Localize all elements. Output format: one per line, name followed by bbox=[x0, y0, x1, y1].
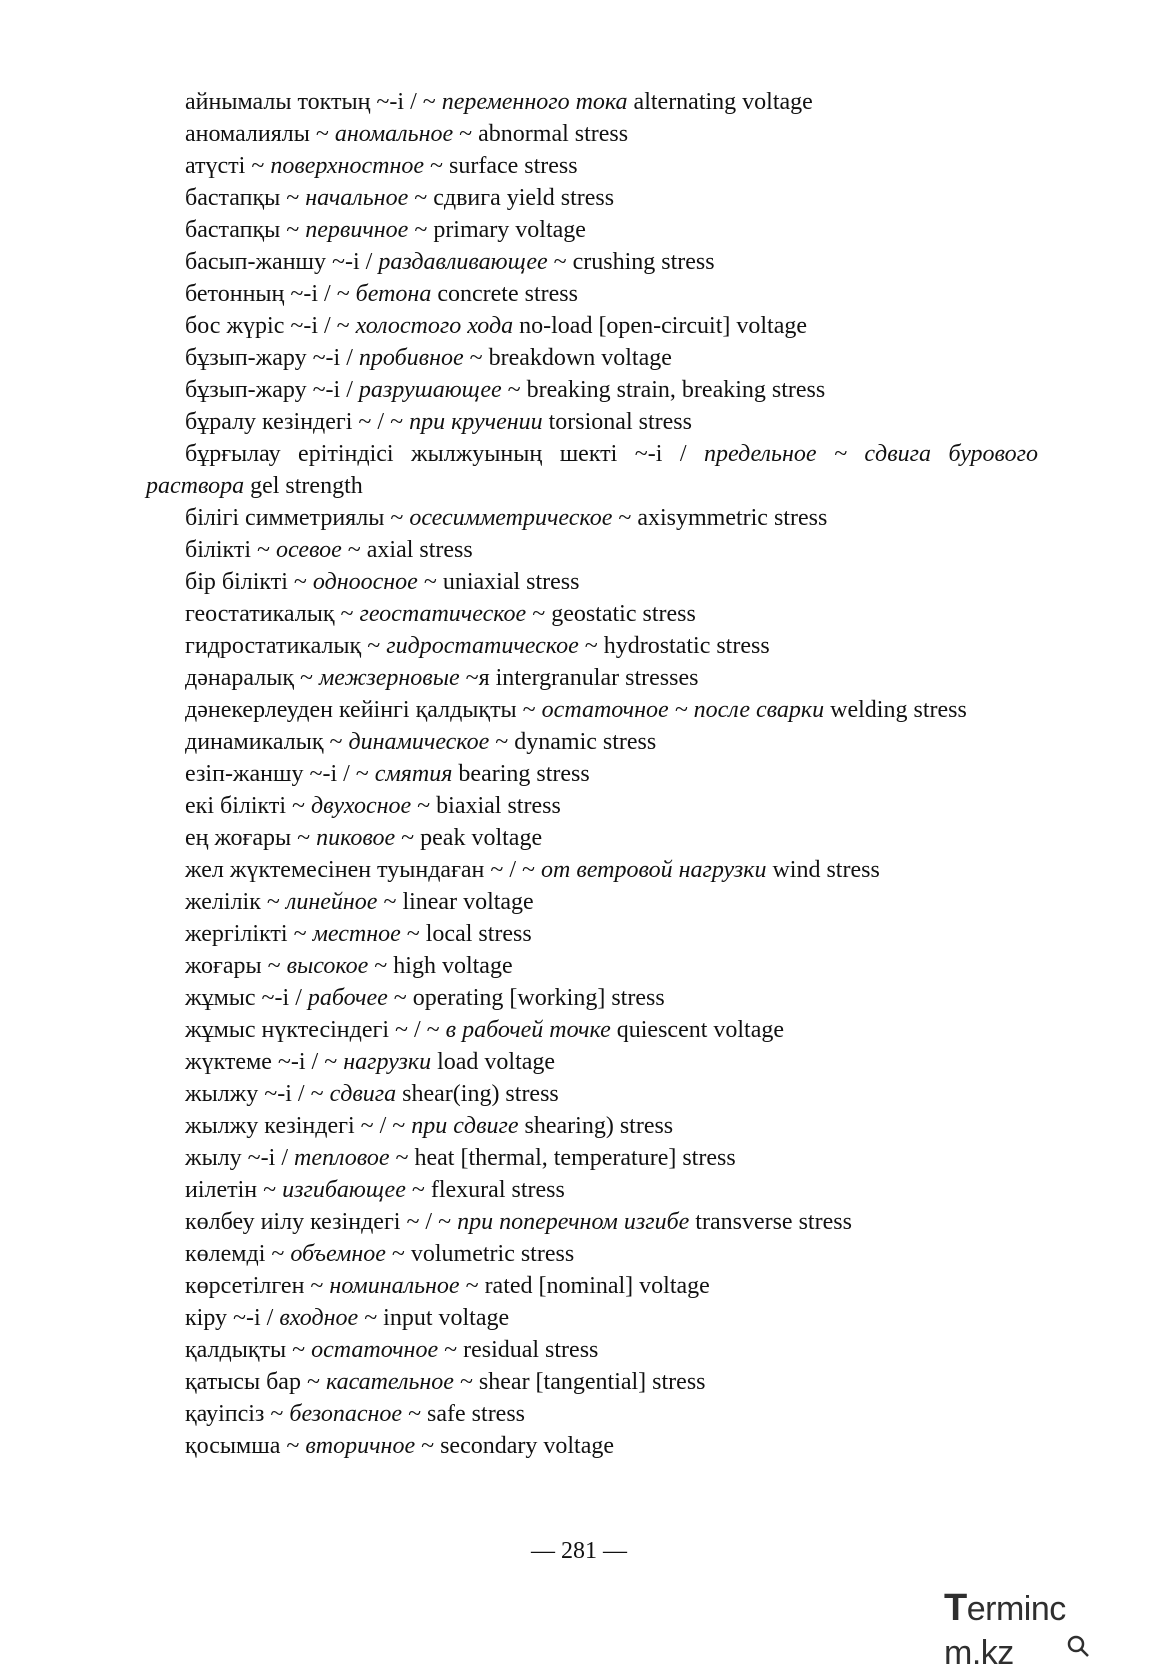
entry-russian-term: номинальное bbox=[329, 1273, 460, 1299]
entry-text: ~я intergranular stresses bbox=[459, 665, 699, 691]
entry-russian-term: изгибающее bbox=[282, 1177, 406, 1203]
entry-text: басып-жаншу ~-і / bbox=[185, 249, 379, 275]
entry-text: ~ surface stress bbox=[424, 153, 578, 179]
dictionary-entry bbox=[146, 1174, 1038, 1206]
entry-text: бастапқы ~ bbox=[185, 217, 306, 243]
dictionary-entry bbox=[146, 1302, 1038, 1334]
entry-russian-term: бетона bbox=[355, 281, 432, 307]
entry-russian-term: безопасное bbox=[289, 1401, 403, 1427]
entry-text: қатысы бар ~ bbox=[185, 1369, 326, 1395]
dictionary-entry bbox=[146, 534, 1038, 566]
entry-text: ~ flexural stress bbox=[405, 1177, 565, 1203]
logo-letter-t: T bbox=[944, 1587, 967, 1629]
entry-text: transverse stress bbox=[689, 1209, 852, 1235]
dictionary-entry bbox=[146, 1014, 1038, 1046]
dictionary-entry bbox=[146, 598, 1038, 630]
dictionary-entry bbox=[146, 566, 1038, 598]
dictionary-entry bbox=[146, 182, 1038, 214]
entry-text: қосымша ~ bbox=[185, 1433, 306, 1459]
dictionary-entry bbox=[146, 1206, 1038, 1238]
entry-text: атүсті ~ bbox=[185, 153, 271, 179]
entry-text: иілетін ~ bbox=[185, 1177, 283, 1203]
entry-russian-term: одноосное bbox=[312, 569, 418, 595]
entry-text: геостатикалық ~ bbox=[185, 601, 360, 627]
dictionary-entry bbox=[146, 86, 1038, 118]
entry-text: көлемді ~ bbox=[185, 1241, 291, 1267]
entry-russian-term: пробивное bbox=[358, 345, 464, 371]
dictionary-entry bbox=[146, 1142, 1038, 1174]
entry-russian-term: аномальное bbox=[334, 121, 454, 147]
termincom-logo[interactable] bbox=[944, 1586, 1150, 1672]
entry-text: shearing) stress bbox=[518, 1113, 674, 1139]
entry-text: torsional stress bbox=[542, 409, 692, 435]
entry-text: бұралу кезіндегі ~ / ~ bbox=[185, 409, 410, 435]
entry-russian-term: высокое bbox=[286, 953, 369, 979]
entry-text: ~ input voltage bbox=[358, 1305, 510, 1331]
dictionary-entry bbox=[146, 406, 1038, 438]
entry-text: ~ safe stress bbox=[402, 1401, 526, 1427]
dictionary-entry bbox=[146, 822, 1038, 854]
dictionary-entry bbox=[146, 150, 1038, 182]
page-number: — 281 — bbox=[531, 1538, 627, 1564]
dictionary-entry bbox=[146, 950, 1038, 982]
logo-text-middle: erminc bbox=[966, 1590, 1066, 1628]
dictionary-entry bbox=[146, 438, 1038, 502]
entry-russian-term: раздавливающее bbox=[378, 249, 548, 275]
entry-russian-term: первичное bbox=[305, 217, 409, 243]
entry-russian-term: остаточное ~ после сварки bbox=[541, 697, 825, 723]
entry-russian-term: двухосное bbox=[311, 793, 412, 819]
entry-russian-term: остаточное bbox=[311, 1337, 439, 1363]
dictionary-entry bbox=[146, 694, 1038, 726]
entry-text: қауіпсіз ~ bbox=[185, 1401, 290, 1427]
entry-russian-term: разрушающее bbox=[358, 377, 502, 403]
dictionary-entry bbox=[146, 1238, 1038, 1270]
dictionary-entry bbox=[146, 1398, 1038, 1430]
entry-russian-term: рабочее bbox=[307, 985, 388, 1011]
entry-russian-term: вторичное bbox=[305, 1433, 416, 1459]
entry-text: жылжу кезіндегі ~ / ~ bbox=[185, 1113, 412, 1139]
entry-text: ~ uniaxial stress bbox=[417, 569, 580, 595]
dictionary-entry bbox=[146, 1078, 1038, 1110]
entry-list bbox=[146, 86, 1038, 1462]
entry-text: айнымалы токтың ~-і / ~ bbox=[185, 89, 442, 115]
entry-russian-term: холостого хода bbox=[355, 313, 514, 339]
entry-text: ~ biaxial stress bbox=[411, 793, 561, 819]
dictionary-entry bbox=[146, 1430, 1038, 1462]
entry-text: дәнаралық ~ bbox=[185, 665, 319, 691]
entry-text: көлбеу иілу кезіндегі ~ / ~ bbox=[185, 1209, 458, 1235]
dictionary-entry bbox=[146, 1366, 1038, 1398]
entry-text: no-load [open-circuit] voltage bbox=[513, 313, 808, 339]
entry-text: жұмыс ~-і / bbox=[185, 985, 308, 1011]
entry-text: alternating voltage bbox=[627, 89, 813, 115]
entry-text: quiescent voltage bbox=[610, 1017, 785, 1043]
entry-text: білігі симметриялы ~ bbox=[185, 505, 410, 531]
entry-text: бұзып-жару ~-і / bbox=[185, 345, 359, 371]
entry-text: кіру ~-і / bbox=[185, 1305, 280, 1331]
entry-text: ~ geostatic stress bbox=[526, 601, 696, 627]
entry-text: екі білікті ~ bbox=[185, 793, 311, 819]
entry-text: ~ high voltage bbox=[368, 953, 513, 979]
dictionary-entry bbox=[146, 374, 1038, 406]
entry-text: ~ peak voltage bbox=[395, 825, 543, 851]
entry-text: аномалиялы ~ bbox=[185, 121, 335, 147]
entry-russian-term: входное bbox=[279, 1305, 359, 1331]
entry-text: ~ breaking strain, breaking stress bbox=[501, 377, 826, 403]
entry-text: concrete stress bbox=[431, 281, 578, 307]
dictionary-entry bbox=[146, 310, 1038, 342]
entry-russian-term: пиковое bbox=[316, 825, 396, 851]
entry-text: дәнекерлеуден кейінгі қалдықты ~ bbox=[185, 697, 542, 723]
entry-text: shear(ing) stress bbox=[396, 1081, 559, 1107]
entry-text: ~ breakdown voltage bbox=[463, 345, 672, 371]
entry-text: ~ residual stress bbox=[438, 1337, 599, 1363]
entry-text: көрсетілген ~ bbox=[185, 1273, 330, 1299]
entry-text: ~ rated [nominal] voltage bbox=[459, 1273, 710, 1299]
dictionary-entry bbox=[146, 790, 1038, 822]
entry-text: жел жүктемесінен туындаған ~ / ~ bbox=[185, 857, 542, 883]
entry-text: ~ heat [thermal, temperature] stress bbox=[389, 1145, 736, 1171]
entry-text: ~ dynamic stress bbox=[489, 729, 657, 755]
dictionary-entry bbox=[146, 662, 1038, 694]
dictionary-entry bbox=[146, 758, 1038, 790]
entry-text: бұрғылау ерітіндісі жылжуының шекті ~-і / bbox=[185, 441, 705, 467]
entry-russian-term: нагрузки bbox=[343, 1049, 432, 1075]
entry-russian-term: при поперечном изгибе bbox=[457, 1209, 690, 1235]
entry-russian-term: межзерновые bbox=[318, 665, 460, 691]
entry-russian-term: начальное bbox=[305, 185, 409, 211]
entry-text: ~ abnormal stress bbox=[453, 121, 629, 147]
entry-text: езіп-жаншу ~-і / ~ bbox=[185, 761, 375, 787]
entry-text: wind stress bbox=[766, 857, 880, 883]
dictionary-entry bbox=[146, 278, 1038, 310]
entry-russian-term: при сдвиге bbox=[411, 1113, 519, 1139]
entry-text: жергілікті ~ bbox=[185, 921, 313, 947]
entry-text: ең жоғары ~ bbox=[185, 825, 317, 851]
entry-russian-term: геостатическое bbox=[359, 601, 527, 627]
entry-text: ~ local stress bbox=[400, 921, 532, 947]
entry-text: жоғары ~ bbox=[185, 953, 287, 979]
dictionary-entry bbox=[146, 1110, 1038, 1142]
entry-text: желілік ~ bbox=[185, 889, 286, 915]
entry-text: ~ operating [working] stress bbox=[387, 985, 665, 1011]
dictionary-entry bbox=[146, 342, 1038, 374]
entry-text: ~ linear voltage bbox=[377, 889, 534, 915]
dictionary-entry bbox=[146, 726, 1038, 758]
entry-russian-term: сдвига bbox=[329, 1081, 397, 1107]
entry-text: ~ axial stress bbox=[341, 537, 473, 563]
dictionary-entry bbox=[146, 982, 1038, 1014]
entry-text: гидростатикалық ~ bbox=[185, 633, 387, 659]
entry-russian-term: при кручении bbox=[409, 409, 543, 435]
entry-text: ~ crushing stress bbox=[547, 249, 715, 275]
dictionary-entry bbox=[146, 854, 1038, 886]
dictionary-entry bbox=[146, 886, 1038, 918]
logo-text-suffix: m.kz bbox=[944, 1634, 1014, 1672]
entry-russian-term: в рабочей точке bbox=[445, 1017, 611, 1043]
entry-text: ~ volumetric stress bbox=[385, 1241, 575, 1267]
entry-russian-term: касательное bbox=[325, 1369, 454, 1395]
dictionary-entry bbox=[146, 246, 1038, 278]
entry-text: бұзып-жару ~-і / bbox=[185, 377, 359, 403]
entry-text: жылу ~-і / bbox=[185, 1145, 294, 1171]
entry-text: жүктеме ~-і / ~ bbox=[185, 1049, 344, 1075]
entry-text: bearing stress bbox=[452, 761, 590, 787]
entry-text: ~ сдвига yield stress bbox=[408, 185, 615, 211]
entry-russian-term: гидростатическое bbox=[386, 633, 579, 659]
entry-russian-term: переменного тока bbox=[441, 89, 628, 115]
entry-russian-term: смятия bbox=[374, 761, 453, 787]
entry-text: бастапқы ~ bbox=[185, 185, 306, 211]
entry-text: ~ hydrostatic stress bbox=[578, 633, 770, 659]
entry-russian-term: осесимметрическое bbox=[409, 505, 613, 531]
entry-text: динамикалық ~ bbox=[185, 729, 349, 755]
entry-text: бос жүріс ~-і / ~ bbox=[185, 313, 356, 339]
entry-text: жұмыс нүктесіндегі ~ / ~ bbox=[185, 1017, 446, 1043]
entry-text: бетонның ~-і / ~ bbox=[185, 281, 356, 307]
dictionary-entry bbox=[146, 214, 1038, 246]
entry-text: ~ shear [tangential] stress bbox=[453, 1369, 706, 1395]
dictionary-entry bbox=[146, 1046, 1038, 1078]
entry-text: ~ secondary voltage bbox=[415, 1433, 615, 1459]
entry-text: қалдықты ~ bbox=[185, 1337, 312, 1363]
dictionary-entry bbox=[146, 1270, 1038, 1302]
entry-text: ~ axisymmetric stress bbox=[612, 505, 828, 531]
entry-russian-term: предельное ~ сдвига бурового раствора bbox=[146, 441, 1038, 499]
entry-text: gel strength bbox=[244, 473, 363, 499]
entry-russian-term: объемное bbox=[290, 1241, 386, 1267]
entry-russian-term: динамическое bbox=[348, 729, 490, 755]
dictionary-entry bbox=[146, 118, 1038, 150]
entry-text: жылжу ~-і / ~ bbox=[185, 1081, 330, 1107]
entry-russian-term: поверхностное bbox=[270, 153, 425, 179]
entry-text: ~ primary voltage bbox=[408, 217, 586, 243]
entry-text: бір білікті ~ bbox=[185, 569, 313, 595]
entry-russian-term: тепловое bbox=[294, 1145, 390, 1171]
dictionary-entry bbox=[146, 502, 1038, 534]
entry-russian-term: осевое bbox=[276, 537, 342, 563]
entry-text: load voltage bbox=[431, 1049, 556, 1075]
entry-russian-term: местное bbox=[312, 921, 401, 947]
entry-text: білікті ~ bbox=[185, 537, 277, 563]
entry-text: welding stress bbox=[824, 697, 967, 723]
dictionary-entry bbox=[146, 630, 1038, 662]
entry-russian-term: от ветровой нагрузки bbox=[541, 857, 767, 883]
dictionary-entry bbox=[146, 1334, 1038, 1366]
entry-russian-term: линейное bbox=[285, 889, 378, 915]
dictionary-entry bbox=[146, 918, 1038, 950]
